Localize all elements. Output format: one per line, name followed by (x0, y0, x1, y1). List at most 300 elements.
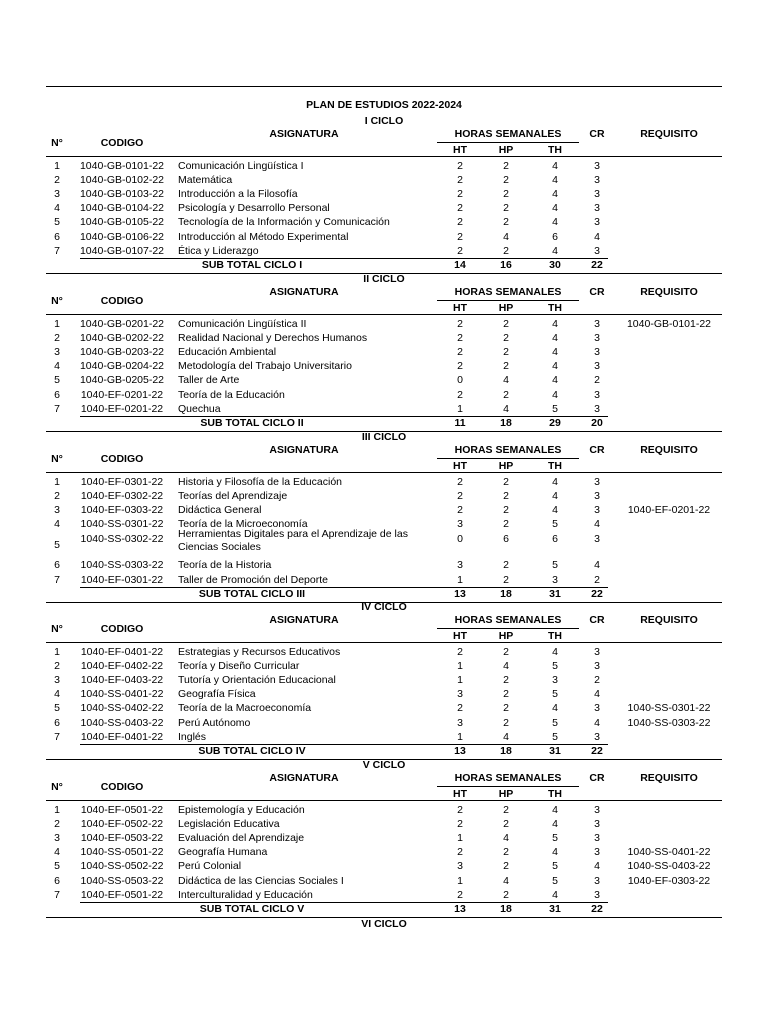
header-th: TH (548, 460, 562, 472)
course-name: Psicología y Desarrollo Personal (178, 202, 330, 215)
course-hp: 2 (503, 388, 509, 401)
header-cr: CR (589, 772, 605, 784)
course-code: 1040-SS-0501-22 (80, 846, 164, 859)
course-hp: 2 (503, 573, 509, 586)
subtotal-ht: 13 (454, 902, 466, 915)
row-number: 3 (54, 674, 60, 687)
course-hp: 2 (503, 888, 509, 901)
course-code: 1040-EF-0201-22 (80, 388, 164, 401)
header-rule (46, 156, 722, 157)
course-ht: 3 (457, 559, 463, 572)
course-ht: 3 (457, 518, 463, 531)
row-number: 1 (54, 476, 60, 488)
course-th: 4 (552, 888, 558, 901)
row-number: 2 (54, 660, 60, 673)
course-code: 1040-SS-0403-22 (80, 716, 164, 729)
row-number: 1 (54, 318, 60, 330)
subtotal-hp: 18 (500, 587, 512, 600)
course-hp: 2 (503, 202, 509, 215)
header-ht: HT (453, 788, 467, 800)
course-cr: 3 (594, 388, 600, 401)
subtotal-ht: 13 (454, 744, 466, 757)
subtotal-ht: 13 (454, 587, 466, 600)
row-number: 4 (54, 360, 60, 373)
course-ht: 1 (457, 402, 463, 415)
course-name: Teoría de la Educación (178, 388, 285, 401)
course-hp: 2 (503, 216, 509, 229)
course-code: 1040-SS-0503-22 (80, 874, 164, 887)
course-code: 1040-EF-0403-22 (80, 674, 164, 687)
course-cr: 4 (594, 518, 600, 531)
header-num: N° (51, 295, 63, 307)
course-hp: 4 (503, 374, 509, 387)
course-ht: 1 (457, 573, 463, 586)
header-th: TH (548, 788, 562, 800)
course-cr: 4 (594, 716, 600, 729)
course-hp: 2 (503, 688, 509, 701)
course-cr: 3 (594, 174, 600, 187)
course-ht: 2 (457, 216, 463, 229)
course-name: Perú Autónomo (178, 716, 251, 729)
header-requisito: REQUISITO (640, 614, 698, 626)
course-name: Historia y Filosofía de la Educación (178, 476, 342, 488)
course-requisito: 1040-EF-0201-22 (627, 504, 711, 517)
course-ht: 1 (457, 674, 463, 687)
course-cr: 4 (594, 860, 600, 873)
row-number: 2 (54, 174, 60, 187)
subtotal-ht: 11 (454, 416, 466, 429)
course-code: 1040-SS-0301-22 (80, 518, 164, 531)
course-th: 4 (552, 846, 558, 859)
course-th: 4 (552, 702, 558, 715)
course-ht: 2 (457, 490, 463, 503)
course-code: 1040-EF-0301-22 (80, 573, 164, 586)
course-ht: 2 (457, 230, 463, 243)
subtotal-label: SUB TOTAL CICLO V (199, 902, 305, 915)
course-requisito: 1040-GB-0101-22 (626, 318, 712, 330)
row-number: 1 (54, 804, 60, 816)
course-hp: 2 (503, 674, 509, 687)
course-cr: 3 (594, 888, 600, 901)
course-th: 3 (552, 674, 558, 687)
course-name: Introducción al Método Experimental (178, 230, 349, 243)
row-number: 5 (54, 216, 60, 229)
course-th: 4 (552, 174, 558, 187)
cycle-title: I CICLO (364, 115, 404, 127)
course-code: 1040-SS-0401-22 (80, 688, 164, 701)
course-name: Tecnología de la Información y Comunicación (178, 216, 390, 229)
course-th: 4 (552, 504, 558, 517)
subtotal-cr: 20 (591, 416, 603, 429)
course-code: 1040-EF-0302-22 (80, 490, 164, 503)
row-number: 3 (54, 346, 60, 359)
course-ht: 3 (457, 860, 463, 873)
course-cr: 3 (594, 804, 600, 816)
header-num: N° (51, 137, 63, 149)
course-cr: 3 (594, 490, 600, 503)
subtotal-top-rule (80, 416, 608, 417)
course-th: 4 (552, 374, 558, 387)
cycle-title: III CICLO (361, 431, 407, 443)
course-ht: 2 (457, 174, 463, 187)
header-asignatura: ASIGNATURA (269, 286, 339, 298)
course-name: Perú Colonial (178, 860, 242, 873)
course-ht: 2 (457, 160, 463, 172)
subtotal-cr: 22 (591, 587, 603, 600)
course-ht: 2 (457, 188, 463, 201)
course-ht: 2 (457, 646, 463, 658)
row-number: 3 (54, 504, 60, 517)
header-horas-semanales: HORAS SEMANALES (454, 444, 562, 456)
course-hp: 2 (503, 332, 509, 345)
course-cr: 3 (594, 476, 600, 488)
course-code: 1040-EF-0301-22 (80, 476, 164, 488)
course-code: 1040-EF-0402-22 (80, 660, 164, 673)
course-th: 4 (552, 490, 558, 503)
course-name: Teorías del Aprendizaje (178, 490, 288, 503)
course-hp: 2 (503, 346, 509, 359)
course-cr: 3 (594, 874, 600, 887)
course-hp: 2 (503, 360, 509, 373)
header-rule (46, 472, 722, 473)
course-name: Comunicación Lingüística I (178, 160, 304, 172)
course-cr: 3 (594, 360, 600, 373)
course-cr: 3 (594, 318, 600, 330)
row-number: 6 (54, 230, 60, 243)
course-hp: 4 (503, 230, 509, 243)
course-cr: 3 (594, 202, 600, 215)
course-hp: 2 (503, 244, 509, 257)
course-code: 1040-EF-0501-22 (80, 888, 164, 901)
course-requisito: 1040-EF-0303-22 (627, 874, 711, 887)
course-th: 4 (552, 332, 558, 345)
row-number: 5 (54, 702, 60, 715)
header-th: TH (548, 302, 562, 314)
course-hp: 2 (503, 716, 509, 729)
header-num: N° (51, 623, 63, 635)
course-th: 4 (552, 244, 558, 257)
course-ht: 2 (457, 846, 463, 859)
course-ht: 2 (457, 818, 463, 831)
header-horas-semanales: HORAS SEMANALES (454, 128, 562, 140)
course-ht: 1 (457, 832, 463, 845)
course-hp: 2 (503, 490, 509, 503)
course-name: Matemática (178, 174, 233, 187)
course-code: 1040-GB-0204-22 (79, 360, 165, 373)
course-ht: 1 (457, 660, 463, 673)
course-ht: 2 (457, 346, 463, 359)
subtotal-cr: 22 (591, 258, 603, 271)
subtotal-hp: 18 (500, 902, 512, 915)
course-name: Realidad Nacional y Derechos Humanos (178, 332, 368, 345)
course-hp: 2 (503, 504, 509, 517)
course-th: 5 (552, 559, 558, 572)
course-hp: 4 (503, 832, 509, 845)
header-codigo: CODIGO (100, 453, 144, 465)
row-number: 7 (54, 573, 60, 586)
cycle-title: II CICLO (363, 273, 405, 285)
course-th: 4 (552, 476, 558, 488)
header-th: TH (548, 630, 562, 642)
course-code: 1040-GB-0104-22 (79, 202, 165, 215)
subtotal-th: 31 (549, 587, 561, 600)
course-hp: 4 (503, 730, 509, 743)
subtotal-top-rule (80, 258, 608, 259)
course-hp: 2 (503, 846, 509, 859)
course-th: 4 (552, 818, 558, 831)
course-cr: 3 (594, 346, 600, 359)
header-cr: CR (589, 286, 605, 298)
horas-underline (437, 786, 579, 787)
horas-underline (437, 300, 579, 301)
course-th: 5 (552, 660, 558, 673)
course-hp: 2 (503, 818, 509, 831)
course-ht: 2 (457, 476, 463, 488)
row-number: 2 (54, 490, 60, 503)
row-number: 7 (54, 402, 60, 415)
row-number: 3 (54, 832, 60, 845)
subtotal-th: 31 (549, 902, 561, 915)
course-th: 5 (552, 688, 558, 701)
course-code: 1040-SS-0502-22 (80, 860, 164, 873)
course-name: Didáctica de las Ciencias Sociales I (178, 874, 344, 887)
course-name: Metodología del Trabajo Universitario (178, 360, 352, 373)
row-number: 4 (54, 202, 60, 215)
course-name: Epistemología y Educación (178, 804, 305, 816)
header-hp: HP (498, 460, 514, 472)
course-th: 5 (552, 716, 558, 729)
next-cycle-label: VI CICLO (361, 918, 407, 930)
course-cr: 2 (594, 374, 600, 387)
subtotal-th: 31 (549, 744, 561, 757)
course-th: 4 (552, 346, 558, 359)
course-cr: 3 (594, 188, 600, 201)
course-code: 1040-EF-0501-22 (80, 804, 164, 816)
course-name: Teoría de la Microeconomía (178, 518, 308, 531)
subtotal-label: SUB TOTAL CICLO I (201, 258, 303, 271)
course-cr: 4 (594, 688, 600, 701)
course-ht: 0 (457, 533, 463, 546)
course-th: 4 (552, 202, 558, 215)
header-asignatura: ASIGNATURA (269, 128, 339, 140)
header-codigo: CODIGO (100, 781, 144, 793)
course-name: Geografía Física (178, 688, 256, 701)
course-cr: 3 (594, 533, 600, 546)
course-code: 1040-SS-0402-22 (80, 702, 164, 715)
row-number: 5 (54, 374, 60, 387)
course-hp: 2 (503, 160, 509, 172)
course-hp: 2 (503, 174, 509, 187)
course-code: 1040-SS-0303-22 (80, 559, 164, 572)
course-ht: 2 (457, 202, 463, 215)
course-name: Teoría de la Historia (178, 559, 272, 572)
course-cr: 3 (594, 216, 600, 229)
course-ht: 3 (457, 688, 463, 701)
subtotal-cr: 22 (591, 744, 603, 757)
course-name: Comunicación Lingüística II (178, 318, 307, 330)
subtotal-ht: 14 (454, 258, 466, 271)
cycle-title: IV CICLO (361, 601, 407, 613)
course-name: Tutoría y Orientación Educacional (178, 674, 336, 687)
header-requisito: REQUISITO (640, 772, 698, 784)
course-ht: 3 (457, 716, 463, 729)
row-number: 7 (54, 730, 60, 743)
course-name: Taller de Promoción del Deporte (178, 573, 328, 586)
course-ht: 2 (457, 702, 463, 715)
course-code: 1040-EF-0502-22 (80, 818, 164, 831)
course-cr: 3 (594, 332, 600, 345)
course-name: Taller de Arte (178, 374, 240, 387)
course-th: 4 (552, 388, 558, 401)
course-code: 1040-GB-0203-22 (79, 346, 165, 359)
course-hp: 2 (503, 518, 509, 531)
course-code: 1040-GB-0107-22 (79, 244, 165, 257)
header-requisito: REQUISITO (640, 444, 698, 456)
course-code: 1040-GB-0106-22 (79, 230, 165, 243)
course-hp: 4 (503, 660, 509, 673)
row-number: 5 (54, 860, 60, 873)
course-ht: 2 (457, 804, 463, 816)
header-horas-semanales: HORAS SEMANALES (454, 614, 562, 626)
header-rule (46, 800, 722, 801)
subtotal-top-rule (80, 902, 608, 903)
header-hp: HP (498, 302, 514, 314)
course-th: 4 (552, 318, 558, 330)
course-th: 4 (552, 216, 558, 229)
subtotal-cr: 22 (591, 902, 603, 915)
course-th: 4 (552, 646, 558, 658)
course-cr: 3 (594, 846, 600, 859)
header-num: N° (51, 453, 63, 465)
course-hp: 2 (503, 559, 509, 572)
header-cr: CR (589, 614, 605, 626)
header-cr: CR (589, 128, 605, 140)
course-cr: 3 (594, 160, 600, 172)
course-name: Introducción a la Filosofía (178, 188, 298, 201)
course-ht: 2 (457, 244, 463, 257)
course-cr: 3 (594, 402, 600, 415)
subtotal-top-rule (80, 744, 608, 745)
course-th: 5 (552, 874, 558, 887)
course-cr: 2 (594, 573, 600, 586)
course-requisito: 1040-SS-0401-22 (627, 846, 711, 859)
course-th: 5 (552, 832, 558, 845)
course-th: 4 (552, 804, 558, 816)
course-hp: 2 (503, 860, 509, 873)
header-codigo: CODIGO (100, 137, 144, 149)
row-number: 4 (54, 518, 60, 531)
course-th: 4 (552, 160, 558, 172)
course-name: Inglés (178, 730, 207, 743)
course-name: Teoría de la Macroeconomía (178, 702, 312, 715)
header-hp: HP (498, 630, 514, 642)
horas-underline (437, 458, 579, 459)
course-cr: 2 (594, 674, 600, 687)
course-cr: 3 (594, 702, 600, 715)
course-hp: 2 (503, 476, 509, 488)
course-code: 1040-EF-0201-22 (80, 402, 164, 415)
course-requisito: 1040-SS-0303-22 (627, 716, 711, 729)
course-code: 1040-GB-0205-22 (79, 374, 165, 387)
subtotal-top-rule (80, 587, 608, 588)
course-code: 1040-GB-0102-22 (79, 174, 165, 187)
header-requisito: REQUISITO (640, 128, 698, 140)
course-cr: 3 (594, 646, 600, 658)
row-number: 2 (54, 818, 60, 831)
row-number: 4 (54, 688, 60, 701)
header-hp: HP (498, 144, 514, 156)
course-th: 5 (552, 730, 558, 743)
course-code: 1040-GB-0101-22 (79, 160, 165, 172)
header-asignatura: ASIGNATURA (269, 614, 339, 626)
header-asignatura: ASIGNATURA (269, 444, 339, 456)
course-th: 5 (552, 402, 558, 415)
subtotal-label: SUB TOTAL CICLO II (200, 416, 304, 429)
header-horas-semanales: HORAS SEMANALES (454, 286, 562, 298)
course-ht: 2 (457, 504, 463, 517)
course-cr: 3 (594, 244, 600, 257)
row-number: 6 (54, 559, 60, 572)
course-hp: 4 (503, 874, 509, 887)
row-number: 5 (54, 539, 60, 552)
course-name: Geografía Humana (178, 846, 268, 859)
row-number: 6 (54, 874, 60, 887)
course-hp: 6 (503, 533, 509, 546)
header-rule (46, 314, 722, 315)
course-name: Legislación Educativa (178, 818, 280, 831)
course-th: 6 (552, 230, 558, 243)
course-hp: 2 (503, 702, 509, 715)
cycle-title: V CICLO (362, 759, 406, 771)
course-code: 1040-EF-0303-22 (80, 504, 164, 517)
course-hp: 2 (503, 804, 509, 816)
header-hp: HP (498, 788, 514, 800)
course-cr: 4 (594, 559, 600, 572)
course-ht: 2 (457, 360, 463, 373)
course-hp: 2 (503, 318, 509, 330)
course-code: 1040-SS-0302-22 (80, 533, 164, 546)
course-code: 1040-EF-0401-22 (80, 730, 164, 743)
subtotal-hp: 18 (500, 416, 512, 429)
course-code: 1040-GB-0201-22 (79, 318, 165, 330)
course-name: Didáctica General (178, 504, 262, 517)
header-asignatura: ASIGNATURA (269, 772, 339, 784)
header-ht: HT (453, 144, 467, 156)
header-ht: HT (453, 302, 467, 314)
row-number: 6 (54, 388, 60, 401)
course-name: Teoría y Diseño Curricular (178, 660, 300, 673)
course-name: Herramientas Digitales para el Aprendizaje de las Ciencias Sociales (178, 528, 408, 554)
course-th: 5 (552, 860, 558, 873)
course-cr: 3 (594, 730, 600, 743)
row-number: 6 (54, 716, 60, 729)
row-number: 7 (54, 888, 60, 901)
course-cr: 4 (594, 230, 600, 243)
header-rule (46, 642, 722, 643)
row-number: 4 (54, 846, 60, 859)
subtotal-th: 30 (549, 258, 561, 271)
header-th: TH (548, 144, 562, 156)
subtotal-hp: 18 (500, 744, 512, 757)
row-number: 1 (54, 160, 60, 172)
course-name: Quechua (178, 402, 221, 415)
course-name: Educación Ambiental (178, 346, 277, 359)
horas-underline (437, 628, 579, 629)
course-code: 1040-GB-0103-22 (79, 188, 165, 201)
course-th: 6 (552, 533, 558, 546)
course-cr: 3 (594, 818, 600, 831)
course-cr: 3 (594, 832, 600, 845)
